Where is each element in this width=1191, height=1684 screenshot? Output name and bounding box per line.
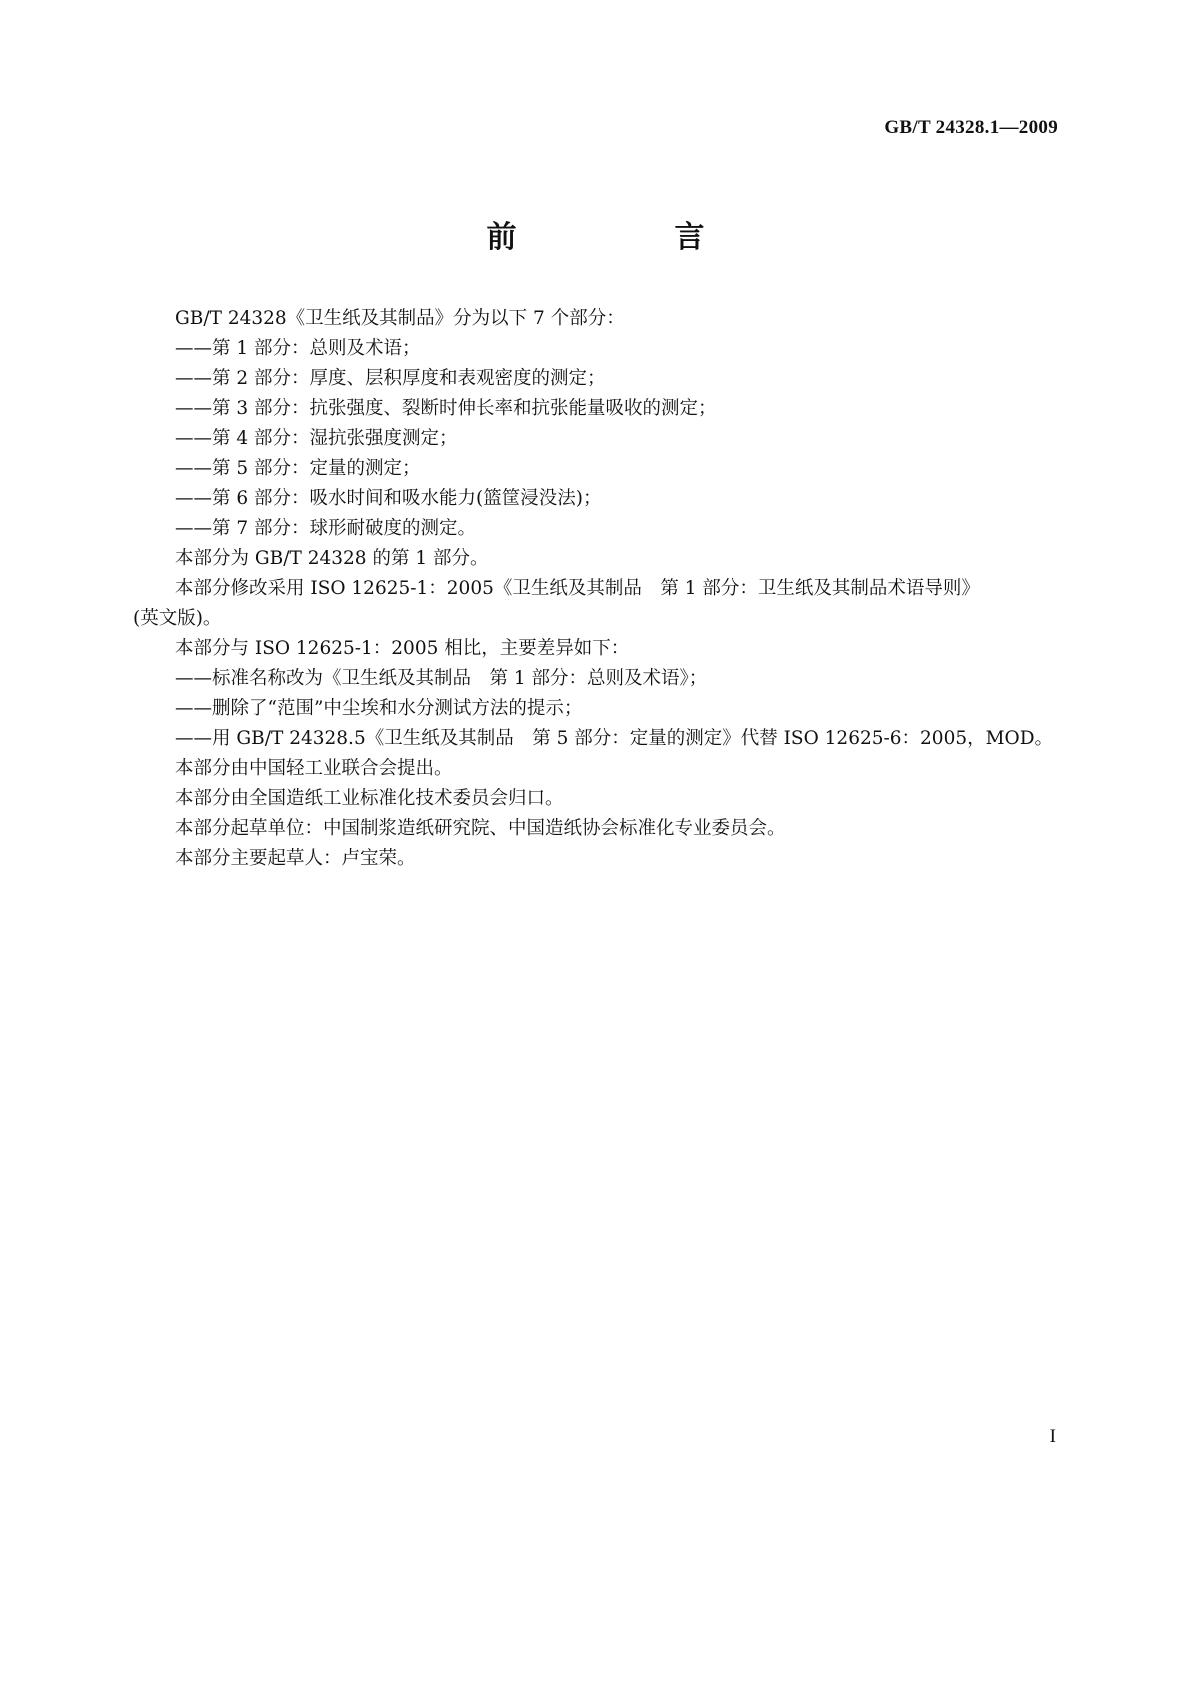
paragraph-intro: GB/T 24328《卫生纸及其制品》分为以下 7 个部分： [175, 308, 625, 329]
list-item-part-1: ——第 1 部分：总则及术语； [175, 338, 421, 359]
list-item-part-4: ——第 4 部分：湿抗张强度测定； [175, 428, 458, 449]
list-item-part-7: ——第 7 部分：球形耐破度的测定。 [175, 518, 477, 539]
list-item-part-5: ——第 5 部分：定量的测定； [175, 458, 421, 479]
paragraph-adoption-continued: (英文版)。 [133, 608, 222, 629]
list-item-part-3: ——第 3 部分：抗张强度、裂断时伸长率和抗张能量吸收的测定； [175, 398, 717, 419]
list-item-difference-1: ——标准名称改为《卫生纸及其制品 第 1 部分：总则及术语》； [175, 668, 708, 689]
paragraph-part-statement: 本部分为 GB/T 24328 的第 1 部分。 [175, 548, 489, 569]
list-item-part-6: ——第 6 部分：吸水时间和吸水能力(篮筐浸没法)； [175, 488, 602, 509]
paragraph-adoption: 本部分修改采用 ISO 12625-1：2005《卫生纸及其制品 第 1 部分：卫生纸及其制品术语导则》 [175, 578, 980, 599]
page-title: 前 言 [486, 220, 769, 255]
list-item-difference-3: ——用 GB/T 24328.5《卫生纸及其制品 第 5 部分：定量的测定》代替 ISO 12625-6：2005，MOD。 [175, 728, 1054, 749]
standard-code: GB/T 24328.1—2009 [884, 117, 1058, 138]
paragraph-proposer: 本部分由中国轻工业联合会提出。 [175, 758, 453, 779]
paragraph-committee: 本部分由全国造纸工业标准化技术委员会归口。 [175, 788, 564, 809]
document-body [133, 304, 1058, 874]
page-number: I [1049, 1426, 1056, 1447]
paragraph-drafters: 本部分主要起草人：卢宝荣。 [175, 848, 416, 869]
paragraph-drafting-units: 本部分起草单位：中国制浆造纸研究院、中国造纸协会标准化专业委员会。 [175, 818, 786, 839]
paragraph-differences: 本部分与 ISO 12625-1：2005 相比，主要差异如下： [175, 638, 630, 659]
list-item-part-2: ——第 2 部分：厚度、层积厚度和表观密度的测定； [175, 368, 606, 389]
list-item-difference-2: ——删除了“范围”中尘埃和水分测试方法的提示； [175, 698, 583, 719]
